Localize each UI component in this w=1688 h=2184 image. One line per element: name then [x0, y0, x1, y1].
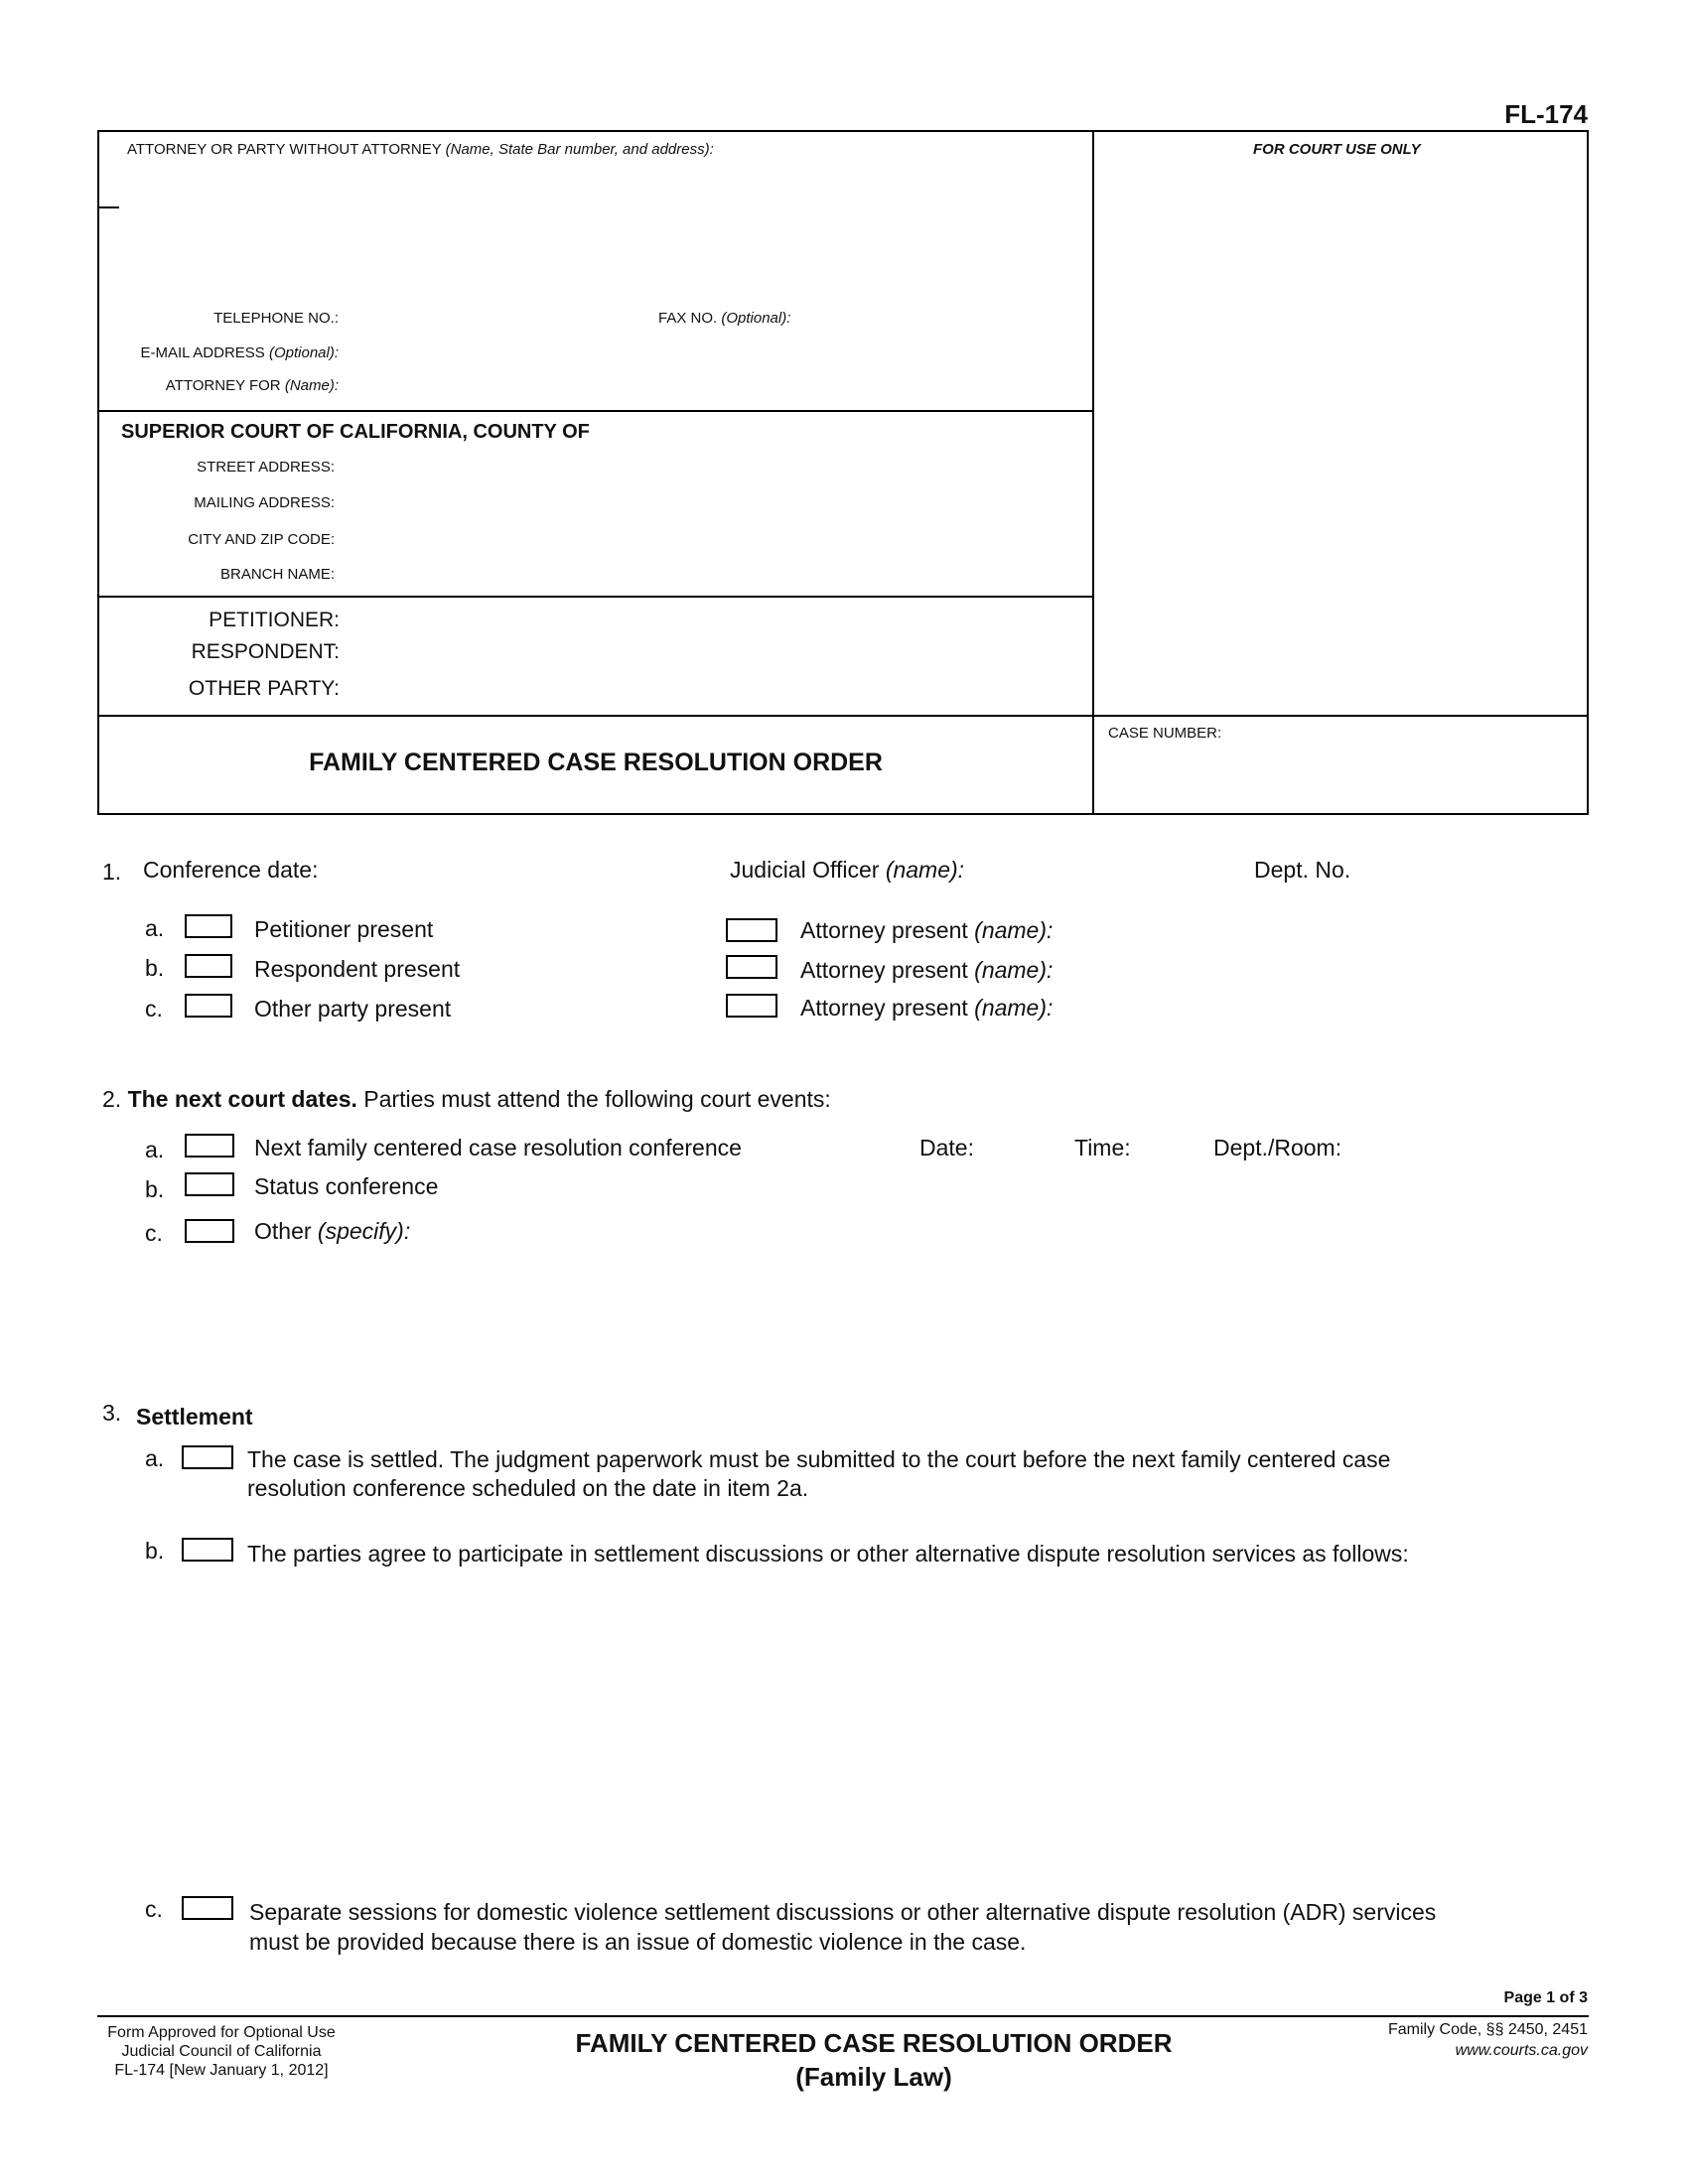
attorney-present-c-hint: (name):	[974, 995, 1054, 1021]
domestic-violence-line2: must be provided because there is an issue of domestic violence in the case.	[249, 1929, 1027, 1955]
judicial-officer-text: Judicial Officer	[730, 857, 880, 883]
fax-optional: (Optional):	[721, 310, 791, 327]
page-number: Page 1 of 3	[1503, 1989, 1588, 2006]
courts-website-link[interactable]: www.courts.ca.gov	[1455, 2042, 1588, 2059]
email-optional: (Optional):	[268, 344, 339, 361]
item3a-letter: a.	[145, 1445, 165, 1471]
divider-court	[97, 410, 1094, 412]
item1a-letter: a.	[145, 915, 165, 941]
other-event-label	[254, 1218, 410, 1245]
case-settled-line2: resolution conference scheduled on the date in item 2a.	[247, 1475, 809, 1501]
next-conference-checkbox[interactable]	[185, 1134, 234, 1158]
item2-intro: Parties must attend the following court events:	[363, 1086, 831, 1112]
status-conference-checkbox[interactable]	[185, 1172, 234, 1196]
other-event-checkbox[interactable]	[185, 1219, 234, 1243]
footer-title: FAMILY CENTERED CASE RESOLUTION ORDER	[575, 2028, 1173, 2058]
petitioner-present-checkbox[interactable]	[185, 914, 232, 938]
attorney-present-a-checkbox[interactable]	[726, 918, 777, 942]
item1c-letter: c.	[145, 996, 163, 1022]
item2a-letter: a.	[145, 1137, 165, 1162]
header-divider-vertical	[1092, 130, 1094, 815]
telephone-label: TELEPHONE NO.:	[213, 310, 339, 327]
attorney-present-b-text: Attorney present	[800, 957, 968, 983]
other-party-label: OTHER PARTY:	[188, 677, 340, 700]
respondent-label: RESPONDENT:	[191, 640, 340, 663]
footer-approved-line2: Judicial Council of California	[121, 2043, 322, 2060]
time-label: Time:	[1074, 1135, 1131, 1160]
item1-number: 1.	[102, 859, 122, 885]
judicial-officer-hint: (name):	[885, 857, 965, 883]
attorney-present-b-hint: (name):	[974, 957, 1054, 983]
item3c-letter: c.	[145, 1896, 163, 1922]
header-top-border	[97, 130, 1589, 132]
court-use-label: FOR COURT USE ONLY	[1253, 141, 1421, 158]
attorney-present-a-text: Attorney present	[800, 917, 968, 943]
street-address-label: STREET ADDRESS:	[197, 459, 335, 476]
fax-label	[658, 310, 790, 327]
header-right-border	[1587, 130, 1589, 815]
email-label-text: E-MAIL ADDRESS	[140, 344, 265, 361]
divider-title	[97, 715, 1589, 717]
attorney-present-a-hint: (name):	[974, 917, 1054, 943]
item2-number: 2.	[102, 1086, 122, 1112]
attorney-present-b-label	[800, 957, 1053, 984]
item1b-letter: b.	[145, 955, 165, 981]
date-label: Date:	[919, 1135, 974, 1160]
domestic-violence-line1: Separate sessions for domestic violence settlement discussions or other alternative dispute resolution (ADR) services	[249, 1899, 1437, 1925]
case-settled-checkbox[interactable]	[182, 1445, 233, 1469]
header-left-border	[97, 130, 99, 815]
attorney-present-c-checkbox[interactable]	[726, 994, 777, 1018]
footer-approval	[97, 2023, 346, 2080]
attorney-present-b-checkbox[interactable]	[726, 955, 777, 979]
status-conference-label: Status conference	[254, 1173, 439, 1199]
fax-label-text: FAX NO.	[658, 310, 718, 327]
case-number-label: CASE NUMBER:	[1108, 725, 1222, 742]
item3-number: 3.	[102, 1400, 122, 1426]
respondent-present-label: Respondent present	[254, 956, 461, 982]
header-bottom-border	[97, 813, 1589, 815]
item2-heading-bold: The next court dates.	[127, 1086, 357, 1112]
dept-room-label: Dept./Room:	[1213, 1135, 1342, 1160]
attorney-present-c-label	[800, 995, 1053, 1022]
settlement-discussions-checkbox[interactable]	[182, 1538, 233, 1562]
footer-subtitle: (Family Law)	[795, 2062, 952, 2092]
conference-date-label: Conference date:	[143, 857, 319, 883]
other-event-text: Other	[254, 1218, 312, 1244]
footer-rule	[97, 2015, 1589, 2017]
dept-no-label: Dept. No.	[1254, 857, 1351, 883]
item2b-letter: b.	[145, 1176, 165, 1202]
divider-parties	[97, 596, 1094, 598]
other-party-present-label: Other party present	[254, 996, 452, 1022]
mailing-address-label: MAILING ADDRESS:	[194, 494, 335, 511]
case-settled-line1: The case is settled. The judgment paperwork must be submitted to the court before the next family centered case	[247, 1446, 1391, 1472]
attorney-for-text: ATTORNEY FOR	[165, 377, 281, 394]
respondent-present-checkbox[interactable]	[185, 954, 232, 978]
domestic-violence-checkbox[interactable]	[182, 1896, 233, 1920]
item2c-letter: c.	[145, 1220, 163, 1246]
other-event-hint: (specify):	[317, 1218, 411, 1244]
form-title: FAMILY CENTERED CASE RESOLUTION ORDER	[309, 749, 883, 776]
city-zip-label: CITY AND ZIP CODE:	[188, 531, 335, 548]
next-conference-label: Next family centered case resolution conference	[254, 1135, 742, 1160]
attorney-for-hint: (Name):	[284, 377, 339, 394]
email-label	[140, 344, 339, 361]
item3-heading: Settlement	[136, 1404, 253, 1430]
petitioner-present-label: Petitioner present	[254, 916, 434, 942]
attorney-present-c-text: Attorney present	[800, 995, 968, 1021]
settlement-discussions-label: The parties agree to participate in settlement discussions or other alternative dispute resolution services as follows:	[247, 1541, 1409, 1567]
petitioner-label: PETITIONER:	[209, 609, 340, 631]
attorney-label-hint: (Name, State Bar number, and address):	[445, 141, 714, 158]
family-code-citation: Family Code, §§ 2450, 2451	[1387, 2021, 1588, 2038]
form-number: FL-174	[1504, 99, 1588, 129]
branch-name-label: BRANCH NAME:	[219, 566, 335, 583]
court-name: SUPERIOR COURT OF CALIFORNIA, COUNTY OF	[121, 421, 590, 443]
attorney-for-label	[166, 377, 339, 394]
footer-approved-line1: Form Approved for Optional Use	[107, 2024, 336, 2041]
attorney-label	[127, 141, 714, 158]
attorney-present-a-label	[800, 917, 1053, 944]
item2-heading	[102, 1086, 831, 1113]
judicial-officer-label	[730, 857, 964, 884]
address-tick	[99, 206, 119, 208]
footer-approved-line3: FL-174 [New January 1, 2012]	[114, 2062, 329, 2079]
other-party-present-checkbox[interactable]	[185, 994, 232, 1018]
item3b-letter: b.	[145, 1538, 165, 1564]
attorney-label-text: ATTORNEY OR PARTY WITHOUT ATTORNEY	[127, 141, 442, 158]
